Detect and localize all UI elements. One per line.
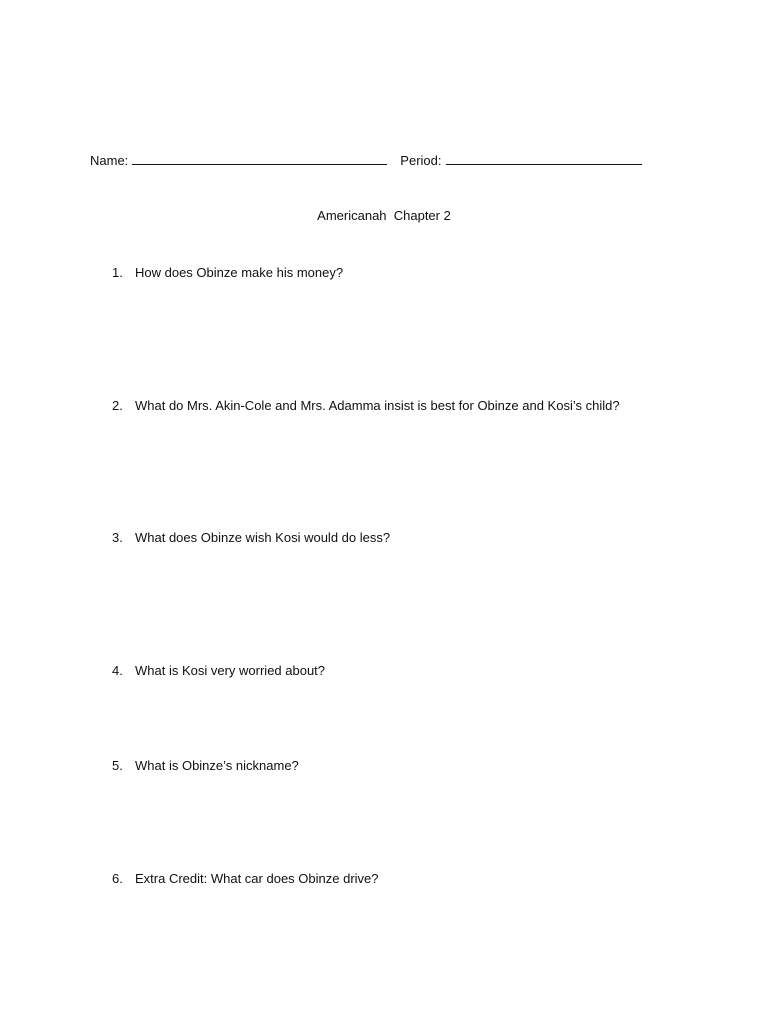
question-4 bbox=[112, 663, 712, 678]
question-6 bbox=[112, 871, 712, 886]
question-number: 3. bbox=[112, 530, 123, 545]
question-number: 1. bbox=[112, 265, 123, 280]
header-fields bbox=[90, 151, 690, 171]
question-text: What is Obinze’s nickname? bbox=[135, 758, 299, 773]
question-number: 4. bbox=[112, 663, 123, 678]
question-number: 6. bbox=[112, 871, 123, 886]
question-text: Extra Credit: What car does Obinze drive? bbox=[135, 871, 379, 886]
period-blank-line bbox=[446, 151, 642, 165]
question-3 bbox=[112, 530, 712, 545]
question-5 bbox=[112, 758, 712, 773]
question-text: What do Mrs. Akin-Cole and Mrs. Adamma insist is best for Obinze and Kosi’s child? bbox=[135, 398, 620, 413]
period-label: Period: bbox=[400, 153, 442, 168]
question-text: What does Obinze wish Kosi would do less? bbox=[135, 530, 391, 545]
worksheet-title: Americanah Chapter 2 bbox=[317, 208, 451, 223]
name-label: Name: bbox=[90, 153, 129, 168]
question-text: How does Obinze make his money? bbox=[135, 265, 344, 280]
name-blank-line bbox=[132, 151, 387, 165]
question-number: 5. bbox=[112, 758, 123, 773]
question-text: What is Kosi very worried about? bbox=[135, 663, 326, 678]
question-2 bbox=[112, 398, 712, 413]
question-number: 2. bbox=[112, 398, 123, 413]
question-1 bbox=[112, 265, 712, 280]
